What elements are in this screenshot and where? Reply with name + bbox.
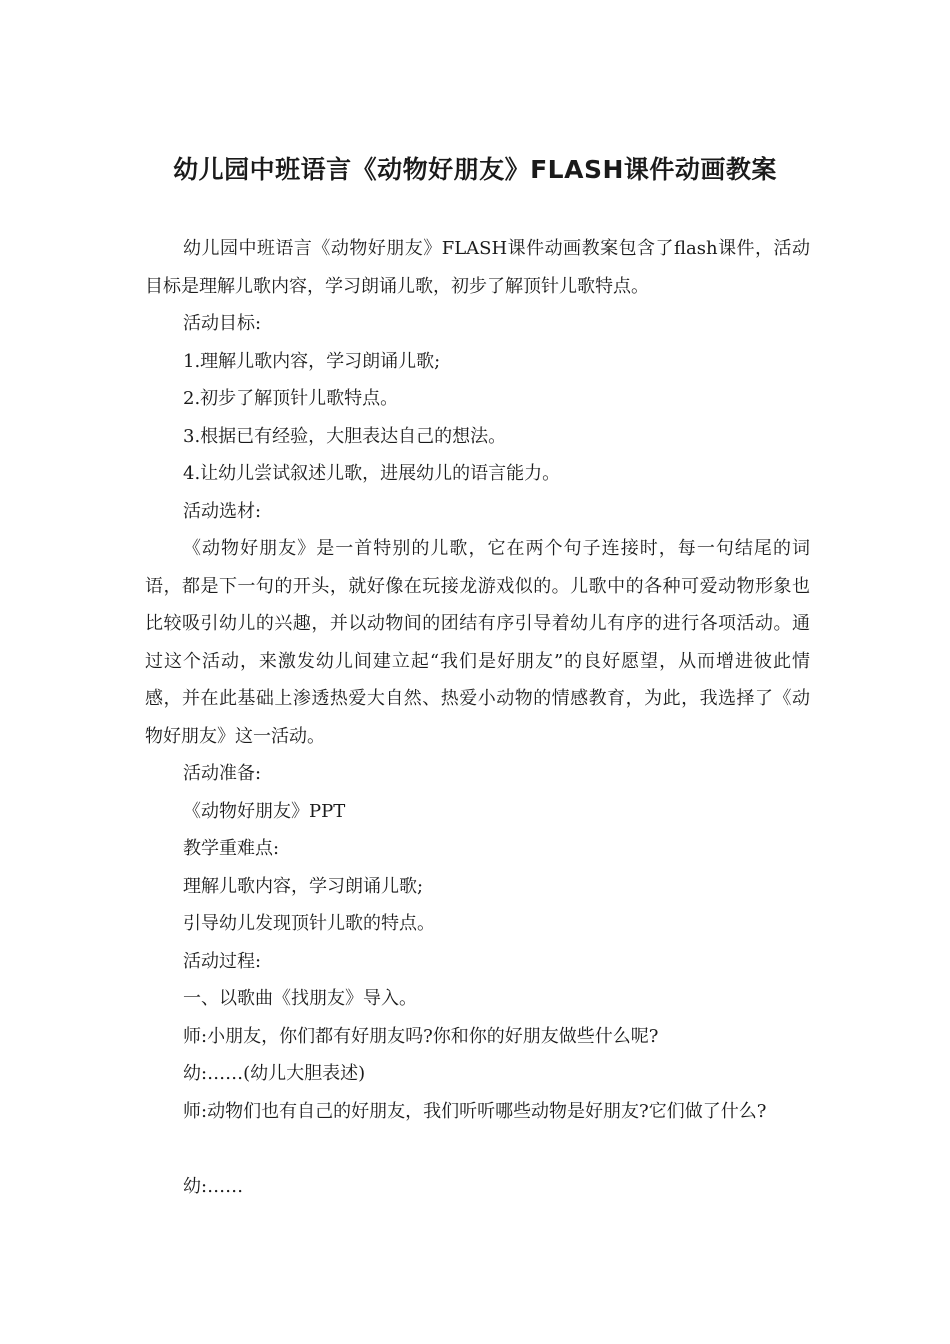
process-heading: 活动过程: xyxy=(183,950,262,972)
prep-item: 《动物好朋友》PPT xyxy=(183,800,346,822)
process-line-last: 幼:…… xyxy=(183,1175,244,1197)
process-line: 师:动物们也有自己的好朋友，我们听听哪些动物是好朋友?它们做了什么? xyxy=(183,1100,767,1122)
process-line: 师:小朋友，你们都有好朋友吗?你和你的好朋友做些什么呢? xyxy=(183,1025,659,1047)
key-heading: 教学重难点: xyxy=(183,838,280,859)
blank-line xyxy=(145,1130,810,1168)
document-title: 幼儿园中班语言《动物好朋友》FLASH课件动画教案 xyxy=(173,155,777,184)
goal-item: 3.根据已有经验，大胆表达自己的想法。 xyxy=(183,425,507,447)
goals-heading: 活动目标: xyxy=(183,313,262,334)
key-point: 理解儿歌内容，学习朗诵儿歌; xyxy=(183,875,424,897)
material-heading: 活动选材: xyxy=(183,500,262,522)
key-point: 引导幼儿发现顶针儿歌的特点。 xyxy=(183,913,435,934)
goal-item: 1.理解儿歌内容，学习朗诵儿歌; xyxy=(183,350,441,372)
process-line: 一、以歌曲《找朋友》导入。 xyxy=(183,988,417,1009)
document-body xyxy=(145,230,810,1205)
goal-item: 2.初步了解顶针儿歌特点。 xyxy=(183,388,399,409)
intro-paragraph: 幼儿园中班语言《动物好朋友》FLASH课件动画教案包含了flash课件，活动目标是理解儿歌内容，学习朗诵儿歌，初步了解顶针儿歌特点。 xyxy=(145,238,810,297)
process-line: 幼:……(幼儿大胆表述) xyxy=(183,1063,366,1084)
prep-heading: 活动准备: xyxy=(183,763,262,784)
material-paragraph: 《动物好朋友》是一首特别的儿歌，它在两个句子连接时，每一句结尾的词语，都是下一句的开头，就好像在玩接龙游戏似的。儿歌中的各种可爱动物形象也比较吸引幼儿的兴趣，并以动物间的团结有序引导着幼儿有序的进行各项活动。通过这个活动，来激发幼儿间建立起“我们是好朋友”的良好愿望，从而增进彼此情感，并在此基础上渗透热爱大自然、热爱小动物的情感教育，为此，我选择了《动物好朋友》这一活动。 xyxy=(145,538,810,747)
goal-item: 4.让幼儿尝试叙述儿歌，进展幼儿的语言能力。 xyxy=(183,463,561,484)
